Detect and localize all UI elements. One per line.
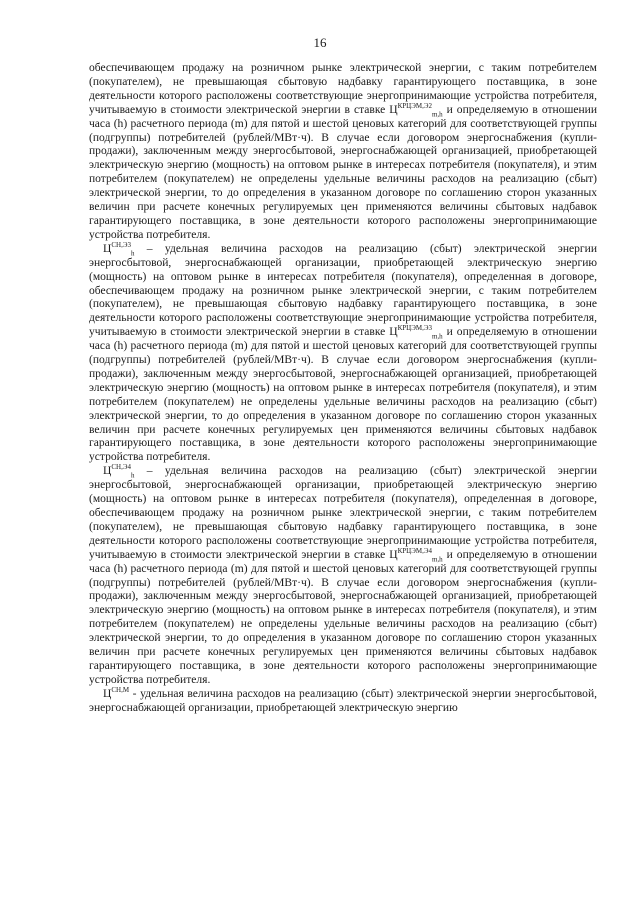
paragraph-definition-m bbox=[89, 685, 598, 716]
paragraph-continuation bbox=[89, 62, 597, 243]
term-symbol: $Ц^{СН,М}$ bbox=[103, 685, 130, 700]
page-number: 16 bbox=[313, 35, 327, 50]
paragraph-text-tail: и определяемую в отношении часа (h) расчетного периода (m) для пятой и шестой ценовых категорий для соответствующей группы (подгруппы) потребителей (рублей/МВт·ч). В случае если договором энергоснабжения (купли-продажи), заключенным между энергосбытовой, энергоснабжающей организацией, приобретающей электрическую энергию (мощность) на оптовом рынке в интересах потребителя (покупателя), и этим потребителем (покупателем) не определены удельные величины расходов на реализацию (сбыт) электрической энергии, то до определения в указанном договоре по соглашению сторон указанных величин при расчете конечных регулируемых цен применяются величины сбытовых надбавок гарантирующего поставщика, в зоне деятельности которого расположены энергопринимающие устройства потребителя. bbox=[89, 548, 597, 686]
paragraph-definition-e3 bbox=[89, 240, 597, 466]
document-body bbox=[89, 62, 597, 716]
paragraph-text: – удельная величина расходов на реализацию (сбыт) электрической энергии энергосбытовой, энергоснабжающей организации, приобретающей электрическую энергию (мощность) на оптовом рынке в интересах потребителя (покупателя), определенная в договоре, обеспечивающем продажу на розничном рынке электрической энергии, с таким потребителем (покупателем), не превышающая сбытовую надбавку гарантирующего поставщика, в зоне деятельности которого расположены соответствующие энергопринимающие устройства потребителя, учитываемую в стоимости электрической энергии в ставке bbox=[89, 465, 597, 561]
tariff-symbol: $Ц^{КРЦЭМ,Э4}_{m,h}$ bbox=[389, 546, 443, 564]
paragraph-definition-e4 bbox=[89, 465, 597, 688]
paragraph-text: - удельная величина расходов на реализацию (сбыт) электрической энергии энергосбытовой, энергоснабжающей организации, приобретающей электрическую энергию bbox=[89, 687, 598, 714]
paragraph-text-tail: и определяемую в отношении часа (h) расчетного периода (m) для пятой и шестой ценовых категорий для соответствующей группы (подгруппы) потребителей (рублей/МВт·ч). В случае если договором энергоснабжения (купли-продажи), заключенным между энергосбытовой, энергоснабжающей организацией, приобретающей электрическую энергию (мощность) на оптовом рынке в интересах потребителя (покупателя), и этим потребителем (покупателем) не определены удельные величины расходов на реализацию (сбыт) электрической энергии, то до определения в указанном договоре по соглашению сторон указанных величин при расчете конечных регулируемых цен применяются величины сбытовых надбавок гарантирующего поставщика, в зоне деятельности которого расположены энергопринимающие устройства потребителя. bbox=[89, 103, 597, 241]
term-symbol: $Ц^{СН,Э3}_h$ bbox=[103, 240, 135, 258]
tariff-symbol: $Ц^{КРЦЭМ,Э2}_{m,h}$ bbox=[389, 101, 443, 119]
term-symbol: $Ц^{СН,Э4}_h$ bbox=[103, 463, 135, 480]
paragraph-text: – удельная величина расходов на реализацию (сбыт) электрической энергии энергосбытовой, энергоснабжающей организации, приобретающей электрическую энергию (мощность) на оптовом рынке в интересах потребителя (покупателя), определенная в договоре, обеспечивающем продажу на розничном рынке электрической энергии, с таким потребителем (покупателем), не превышающая сбытовую надбавку гарантирующего поставщика, в зоне деятельности которого расположены соответствующие энергопринимающие устройства потребителя, учитываемую в стоимости электрической энергии в ставке bbox=[89, 242, 597, 339]
paragraph-text-tail: и определяемую в отношении часа (h) расчетного периода (m) для пятой и шестой ценовых категорий для соответствующей группы (подгруппы) потребителей (рублей/МВт·ч). В случае если договором энергоснабжения (купли-продажи), заключенным между энергосбытовой, энергоснабжающей организацией, приобретающей электрическую энергию (мощность) на оптовом рынке в интересах потребителя (покупателя), и этим потребителем (покупателем) не определены удельные величины расходов на реализацию (сбыт) электрической энергии, то до определения в указанном договоре по соглашению сторон указанных величин при расчете конечных регулируемых цен применяются величины сбытовых надбавок гарантирующего поставщика, в зоне деятельности которого расположены энергопринимающие устройства потребителя. bbox=[89, 326, 597, 464]
paragraph-text: обеспечивающем продажу на розничном рынке электрической энергии, с таким потребителем (покупателем), не превышающая сбытовую надбавку гарантирующего поставщика, в зоне деятельности которого расположены соответствующие энергопринимающие устройства потребителя, учитываемую в стоимости электрической энергии в ставке bbox=[89, 62, 597, 116]
tariff-symbol: $Ц^{КРЦЭМ,Э3}_{m,h}$ bbox=[389, 324, 443, 341]
